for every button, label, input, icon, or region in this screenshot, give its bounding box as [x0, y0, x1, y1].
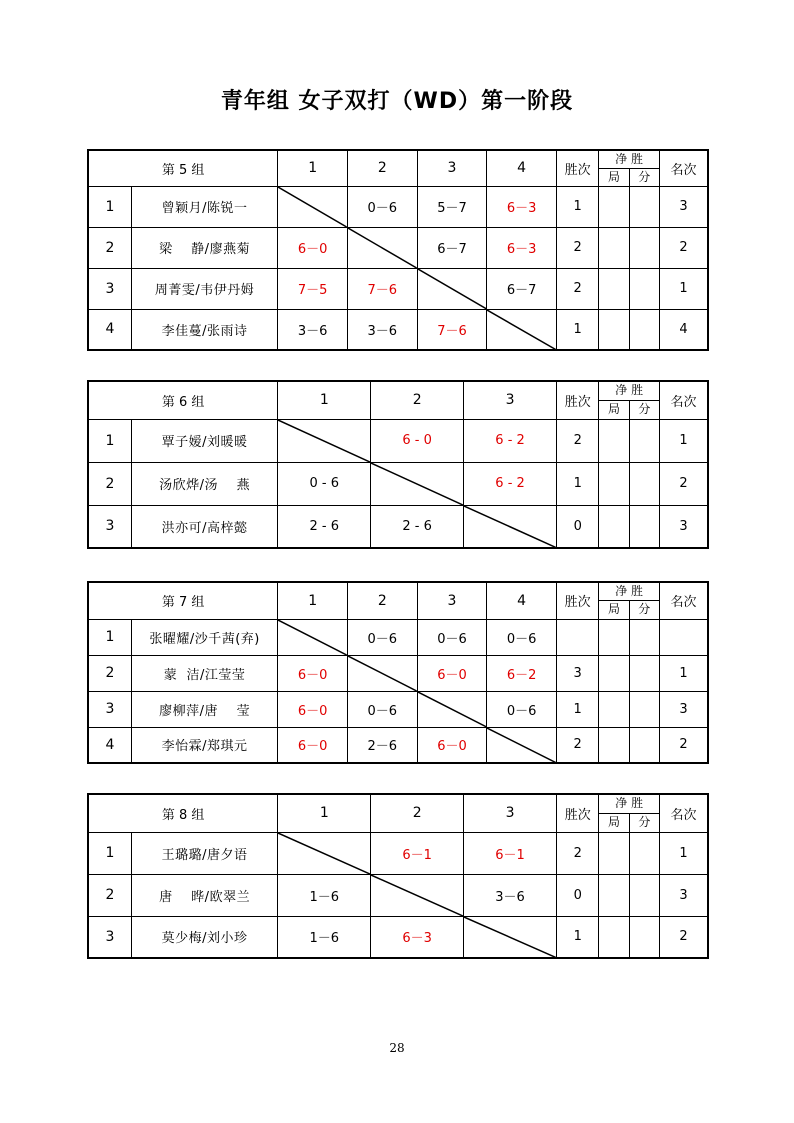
- rank-header: 名次: [659, 794, 708, 832]
- column-header: 2: [347, 582, 417, 619]
- wins-cell: 1: [557, 916, 599, 958]
- points-header: 分: [629, 168, 659, 186]
- games-cell: [599, 462, 629, 505]
- table-row: [88, 655, 708, 691]
- row-index: 1: [88, 419, 131, 462]
- games-cell: [599, 874, 629, 916]
- wins-cell: 2: [556, 268, 598, 309]
- diagonal-cell: [347, 227, 417, 268]
- rank-cell: 2: [659, 916, 708, 958]
- player-names: 洪亦可/高梓懿: [131, 505, 277, 548]
- column-header: 1: [278, 150, 348, 186]
- column-header: 1: [278, 794, 371, 832]
- player-names: 蒙 洁/江莹莹: [131, 655, 277, 691]
- diagonal-cell: [487, 309, 557, 350]
- wins-cell: 2: [556, 227, 598, 268]
- wins-header: 胜次: [556, 150, 598, 186]
- wins-cell: 3: [556, 655, 598, 691]
- games-cell: [599, 916, 629, 958]
- score-cell: 2 - 6: [371, 505, 464, 548]
- score-cell: 6－0: [417, 727, 487, 763]
- row-index: 1: [88, 619, 131, 655]
- rank-header: 名次: [659, 150, 708, 186]
- rank-cell: 1: [659, 419, 708, 462]
- games-header: 局: [599, 813, 629, 832]
- games-cell: [599, 727, 629, 763]
- score-cell: 6－1: [371, 832, 464, 874]
- diagonal-cell: [371, 462, 464, 505]
- player-names: 李怡霖/郑琪元: [131, 727, 277, 763]
- rank-header: 名次: [659, 381, 708, 419]
- wins-cell: 0: [557, 874, 599, 916]
- score-cell: 3－6: [278, 309, 348, 350]
- points-cell: [629, 462, 659, 505]
- rank-cell: 1: [659, 655, 708, 691]
- column-header: 3: [464, 381, 557, 419]
- rank-cell: 2: [659, 227, 708, 268]
- column-header: 2: [371, 381, 464, 419]
- rank-cell: 3: [659, 186, 708, 227]
- row-index: 1: [88, 832, 131, 874]
- diagonal-cell: [347, 655, 417, 691]
- table-row: [88, 268, 708, 309]
- score-cell: 1－6: [278, 874, 371, 916]
- points-cell: [629, 268, 659, 309]
- games-header: 局: [599, 400, 629, 419]
- rank-cell: 2: [659, 727, 708, 763]
- wins-cell: 2: [557, 419, 599, 462]
- rank-cell: 3: [659, 505, 708, 548]
- diagonal-cell: [278, 832, 371, 874]
- rank-cell: 3: [659, 691, 708, 727]
- net-header: 净 胜: [599, 794, 660, 813]
- points-cell: [629, 691, 659, 727]
- rank-cell: 1: [659, 832, 708, 874]
- column-header: 2: [347, 150, 417, 186]
- row-index: 1: [88, 186, 131, 227]
- table-row: [88, 727, 708, 763]
- table-row: [88, 505, 708, 548]
- score-cell: 3－6: [464, 874, 557, 916]
- score-cell: 6－7: [487, 268, 557, 309]
- table-row: [88, 227, 708, 268]
- points-cell: [629, 186, 659, 227]
- points-cell: [629, 655, 659, 691]
- score-cell: 6－0: [278, 227, 348, 268]
- wins-cell: [556, 619, 598, 655]
- player-names: 梁 静/廖燕菊: [131, 227, 277, 268]
- points-cell: [629, 619, 659, 655]
- group-table: [87, 149, 709, 351]
- row-index: 4: [88, 727, 131, 763]
- games-cell: [599, 227, 629, 268]
- table-row: [88, 186, 708, 227]
- score-cell: 3－6: [347, 309, 417, 350]
- points-cell: [629, 227, 659, 268]
- score-cell: 0 - 6: [278, 462, 371, 505]
- row-index: 3: [88, 268, 131, 309]
- row-index: 2: [88, 227, 131, 268]
- player-names: 莫少梅/刘小珍: [131, 916, 277, 958]
- diagonal-cell: [417, 268, 487, 309]
- net-header: 净 胜: [599, 381, 660, 400]
- games-header: 局: [599, 168, 629, 186]
- games-cell: [599, 419, 629, 462]
- player-names: 李佳蔓/张雨诗: [131, 309, 277, 350]
- table-row: [88, 619, 708, 655]
- score-cell: 0－6: [417, 619, 487, 655]
- player-names: 唐 晔/欧翠兰: [131, 874, 277, 916]
- wins-cell: 1: [556, 186, 598, 227]
- row-index: 2: [88, 874, 131, 916]
- diagonal-cell: [464, 916, 557, 958]
- column-header: 2: [371, 794, 464, 832]
- games-header: 局: [599, 601, 629, 620]
- wins-header: 胜次: [557, 794, 599, 832]
- score-cell: 6－0: [278, 655, 348, 691]
- player-names: 曾颖月/陈锐一: [131, 186, 277, 227]
- column-header: 3: [417, 582, 487, 619]
- score-cell: 6－0: [417, 655, 487, 691]
- row-index: 2: [88, 462, 131, 505]
- player-names: 廖柳萍/唐 莹: [131, 691, 277, 727]
- wins-cell: 2: [557, 832, 599, 874]
- score-cell: 6 - 2: [464, 462, 557, 505]
- table-row: [88, 832, 708, 874]
- wins-cell: 0: [557, 505, 599, 548]
- wins-header: 胜次: [556, 582, 598, 619]
- points-cell: [629, 916, 659, 958]
- row-index: 2: [88, 655, 131, 691]
- score-cell: 0－6: [487, 691, 557, 727]
- points-cell: [629, 727, 659, 763]
- points-header: 分: [629, 400, 659, 419]
- column-header: 3: [464, 794, 557, 832]
- group-name: 第 6 组: [88, 381, 278, 419]
- score-cell: 5－7: [417, 186, 487, 227]
- row-index: 3: [88, 691, 131, 727]
- score-cell: 0－6: [487, 619, 557, 655]
- rank-cell: [659, 619, 708, 655]
- wins-cell: 2: [556, 727, 598, 763]
- column-header: 1: [278, 381, 371, 419]
- player-names: 汤欣烨/汤 燕: [131, 462, 277, 505]
- score-cell: 6－0: [278, 691, 348, 727]
- diagonal-cell: [417, 691, 487, 727]
- table-row: [88, 419, 708, 462]
- points-cell: [629, 505, 659, 548]
- games-cell: [599, 186, 629, 227]
- diagonal-cell: [371, 874, 464, 916]
- group-name: 第 8 组: [88, 794, 278, 832]
- score-cell: 6－1: [464, 832, 557, 874]
- column-header: 4: [487, 582, 557, 619]
- score-cell: 2－6: [347, 727, 417, 763]
- score-cell: 6 - 0: [371, 419, 464, 462]
- score-cell: 6－0: [278, 727, 348, 763]
- net-header: 净 胜: [599, 582, 660, 601]
- games-cell: [599, 832, 629, 874]
- rank-cell: 3: [659, 874, 708, 916]
- score-cell: 0－6: [347, 619, 417, 655]
- row-index: 3: [88, 505, 131, 548]
- games-cell: [599, 655, 629, 691]
- group-table: [87, 793, 709, 959]
- player-names: 周菁雯/韦伊丹姆: [131, 268, 277, 309]
- points-cell: [629, 832, 659, 874]
- points-header: 分: [629, 813, 659, 832]
- table-row: [88, 874, 708, 916]
- score-cell: 7－5: [278, 268, 348, 309]
- rank-cell: 2: [659, 462, 708, 505]
- table-row: [88, 916, 708, 958]
- games-cell: [599, 268, 629, 309]
- diagonal-cell: [278, 186, 348, 227]
- points-cell: [629, 419, 659, 462]
- score-cell: 6 - 2: [464, 419, 557, 462]
- wins-cell: 1: [556, 309, 598, 350]
- net-header: 净 胜: [599, 150, 660, 168]
- table-row: [88, 462, 708, 505]
- diagonal-cell: [464, 505, 557, 548]
- rank-cell: 1: [659, 268, 708, 309]
- points-cell: [629, 874, 659, 916]
- score-cell: 6－3: [487, 186, 557, 227]
- score-cell: 7－6: [347, 268, 417, 309]
- score-cell: 2 - 6: [278, 505, 371, 548]
- score-cell: 6－2: [487, 655, 557, 691]
- column-header: 4: [487, 150, 557, 186]
- row-index: 4: [88, 309, 131, 350]
- score-cell: 0－6: [347, 186, 417, 227]
- page-title: 青年组 女子双打（WD）第一阶段: [220, 89, 574, 114]
- diagonal-cell: [487, 727, 557, 763]
- group-table: [87, 380, 709, 549]
- table-row: [88, 309, 708, 350]
- games-cell: [599, 505, 629, 548]
- wins-cell: 1: [557, 462, 599, 505]
- player-names: 张曜耀/沙千茜(弃): [131, 619, 277, 655]
- games-cell: [599, 309, 629, 350]
- score-cell: 6－3: [487, 227, 557, 268]
- rank-header: 名次: [659, 582, 708, 619]
- column-header: 1: [278, 582, 348, 619]
- score-cell: 6－3: [371, 916, 464, 958]
- score-cell: 0－6: [347, 691, 417, 727]
- page-number: 28: [389, 1041, 405, 1055]
- wins-header: 胜次: [557, 381, 599, 419]
- score-cell: 1－6: [278, 916, 371, 958]
- wins-cell: 1: [556, 691, 598, 727]
- row-index: 3: [88, 916, 131, 958]
- games-cell: [599, 619, 629, 655]
- player-names: 覃子嫒/刘暖暖: [131, 419, 277, 462]
- points-header: 分: [629, 601, 659, 620]
- diagonal-cell: [278, 419, 371, 462]
- group-table: [87, 581, 709, 764]
- table-row: [88, 691, 708, 727]
- score-cell: 7－6: [417, 309, 487, 350]
- rank-cell: 4: [659, 309, 708, 350]
- score-cell: 6－7: [417, 227, 487, 268]
- points-cell: [629, 309, 659, 350]
- group-name: 第 5 组: [88, 150, 278, 186]
- player-names: 王璐璐/唐夕语: [131, 832, 277, 874]
- group-name: 第 7 组: [88, 582, 278, 619]
- diagonal-cell: [278, 619, 348, 655]
- games-cell: [599, 691, 629, 727]
- column-header: 3: [417, 150, 487, 186]
